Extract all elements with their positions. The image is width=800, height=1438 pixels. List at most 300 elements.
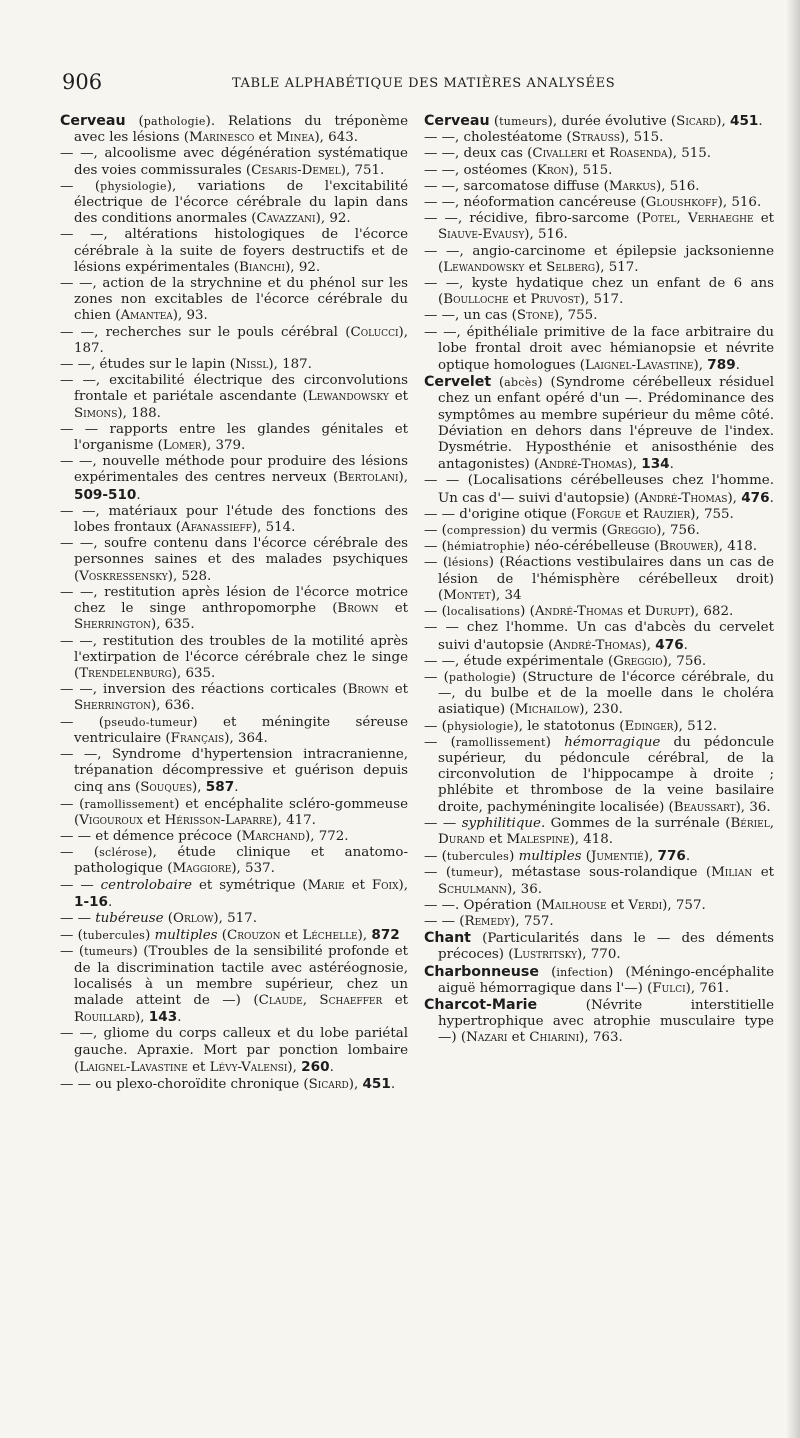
entry-text: ), <box>348 1076 363 1092</box>
index-entry <box>424 507 774 523</box>
entry-text: ) (Réactions vestibulaires dans un cas de lésion de l'hémisphère cérébelleux droit) ( <box>438 555 774 603</box>
author-name: Selberg <box>546 259 596 275</box>
index-entry <box>60 747 408 797</box>
index-entry <box>424 276 774 308</box>
index-entry <box>424 620 774 653</box>
page-reference-bold: 134 <box>641 456 670 473</box>
italic-term: centrolobaire <box>100 877 193 893</box>
subheading: ramollissement <box>84 797 175 811</box>
headword: Charbonneuse <box>424 963 539 980</box>
index-entry <box>60 1076 408 1093</box>
entry-text: ), 770. <box>577 947 621 963</box>
author-name: Beaussart <box>673 799 736 815</box>
entry-text: . <box>735 358 740 374</box>
author-name: Pruvost <box>530 292 580 308</box>
subheading: tumeur <box>451 866 494 880</box>
index-entry <box>60 878 408 911</box>
index-entry <box>424 654 774 670</box>
entry-text: — ( <box>60 928 83 944</box>
page-reference-bold: 872 <box>371 927 400 944</box>
entry-text: — — <box>60 910 96 926</box>
page-reference-bold: 451 <box>730 113 759 129</box>
index-entry <box>60 829 408 845</box>
author-name: Afanassieff <box>181 520 252 536</box>
author-name: Kron <box>536 162 569 178</box>
index-entry <box>424 523 774 539</box>
entry-text: ( <box>581 849 591 865</box>
subheading: lésions <box>448 556 489 570</box>
index-entry <box>424 244 774 276</box>
page-edge-shadow <box>786 0 800 1438</box>
entry-text: ) (Méningo-encéphalite aiguë hémorragique dans l'—) ( <box>438 964 774 996</box>
entry-text: ), 230. <box>579 702 623 718</box>
entry-text: ) et encéphalite scléro-gommeuse ( <box>74 796 409 828</box>
running-title: TABLE ALPHABÉTIQUE DES MATIÈRES ANALYSÉES <box>232 76 616 91</box>
entry-text: , <box>676 211 688 227</box>
entry-text: — ( <box>424 669 449 685</box>
index-entry <box>424 670 774 719</box>
entry-text: et <box>254 130 277 146</box>
entry-text: — ( <box>60 944 85 960</box>
entry-text: . <box>683 637 688 653</box>
index-entry <box>60 325 408 357</box>
entry-text: et <box>587 146 610 162</box>
entry-text: — —, alcoolisme avec dégénération systématique des voies commissurales ( <box>60 146 408 178</box>
author-name: Foix <box>371 877 399 893</box>
index-entry <box>424 195 774 211</box>
entry-text: et <box>524 259 547 275</box>
author-name: Bianchi <box>239 259 286 275</box>
index-entry <box>60 682 408 714</box>
index-entry <box>424 816 774 848</box>
entry-text: ), 515. <box>667 146 712 162</box>
author-name: Trendelenburg <box>79 665 172 681</box>
author-name: Montet <box>443 587 491 603</box>
entry-text: ), 751. <box>340 162 385 178</box>
author-name: Sherrington <box>74 617 152 633</box>
entry-text: . <box>390 1076 396 1092</box>
entry-text: ), métastase sous-rolandique ( <box>493 865 712 881</box>
entry-text: ), <box>192 780 206 796</box>
entry-text: et <box>606 897 629 913</box>
left-column <box>60 113 408 1093</box>
page-reference-bold: 476 <box>741 489 770 506</box>
entry-text: . Gommes de la surrénale ( <box>540 815 731 831</box>
entry-text: ), 763. <box>579 1030 623 1046</box>
entry-text: ) <box>545 734 565 750</box>
entry-text: — —, récidive, fibro-sarcome ( <box>424 211 642 227</box>
entry-text: — ( <box>424 734 456 750</box>
author-name: Greggio <box>613 653 663 669</box>
author-name: Minea <box>276 130 315 146</box>
entry-text: — — et démence précoce ( <box>60 828 242 844</box>
author-name: Malespine <box>506 831 570 847</box>
page-reference-bold: 451 <box>362 1075 391 1092</box>
entry-text: ( <box>125 114 144 129</box>
author-name: Hérisson-Laparre <box>164 812 273 828</box>
subheading: physiologie <box>100 179 167 193</box>
headword: Chant <box>424 930 471 947</box>
entry-text: et <box>344 877 372 893</box>
entry-text: et <box>623 604 645 620</box>
entry-text: ( <box>217 928 227 944</box>
entry-text: — ( <box>424 718 447 734</box>
entry-text: ) et méningite séreuse ventriculaire ( <box>74 714 409 746</box>
entry-text: ), 517. <box>213 910 257 926</box>
entry-text: — ( <box>424 539 447 555</box>
index-entry <box>424 865 774 897</box>
entry-text: — — (Localisations cérébelleuses chez l'homme. Un cas d'— suivi d'autopsie) ( <box>424 473 774 506</box>
entry-text: ), <box>693 358 708 374</box>
author-name: Sherrington <box>74 698 152 714</box>
entry-text: et <box>507 1030 530 1046</box>
index-entry <box>60 373 408 422</box>
author-name: Schulmann <box>438 881 507 897</box>
author-name: Nazari <box>466 1030 508 1046</box>
entry-text: ), 636. <box>151 698 195 714</box>
author-name: Edinger <box>624 718 674 734</box>
entry-text: — —, nouvelle méthode pour produire des lésions expérimentales des centres nerveux ( <box>60 454 408 486</box>
entry-text: et <box>508 292 531 308</box>
index-entry <box>60 113 408 146</box>
headword: Cerveau <box>60 113 126 129</box>
author-name: Laignel-Lavastine <box>79 1059 188 1075</box>
entry-text: ), 379. <box>201 438 246 454</box>
index-entry <box>60 634 408 683</box>
subheading: tumeurs <box>84 945 133 959</box>
italic-term: tubéreuse <box>95 910 164 926</box>
headword: Charcot-Marie <box>424 996 538 1013</box>
author-name: Potel <box>641 211 677 227</box>
index-entry <box>60 585 408 634</box>
author-name: Mailhouse <box>541 897 607 913</box>
author-name: André-Thomas <box>534 604 624 620</box>
entry-text: ), le statotonus ( <box>513 718 625 734</box>
entry-text: et <box>378 601 409 617</box>
entry-text: . <box>136 487 141 503</box>
entry-text: et <box>753 211 775 227</box>
entry-text: ), 515. <box>619 130 664 146</box>
author-name: Lewandowsky <box>307 389 389 405</box>
author-name: André-Thomas <box>553 637 642 653</box>
subheading: compression <box>446 524 521 538</box>
entry-text: — —, angio-carcinome et épilepsie jacksonienne ( <box>424 243 774 275</box>
index-entry <box>60 227 408 276</box>
subheading: localisations <box>446 605 521 619</box>
index-entry <box>424 146 774 162</box>
entry-text: — ( <box>424 865 452 881</box>
entry-text: — — d'origine otique ( <box>424 506 577 522</box>
author-name: Chiarini <box>529 1030 580 1046</box>
entry-text: ). Relations du tréponème avec les lésions ( <box>74 114 409 146</box>
author-name: Claude <box>258 992 303 1008</box>
author-name: Bertolani <box>338 470 399 486</box>
author-name: Stone <box>516 308 554 324</box>
entry-text: ), 516. <box>655 178 700 194</box>
author-name: Simons <box>74 405 118 421</box>
entry-text: ), 756. <box>656 523 700 539</box>
entry-text: ) néo-cérébelleuse ( <box>525 539 660 555</box>
entry-text: ), 418. <box>569 831 614 847</box>
subheading: abcès <box>504 376 538 390</box>
entry-text: . <box>758 114 763 129</box>
author-name: Marie <box>307 877 345 893</box>
entry-text: ), 517. <box>595 259 639 275</box>
entry-text: — ( <box>424 523 447 539</box>
entry-text: ), <box>398 877 408 893</box>
subheading: pseudo-tumeur <box>104 715 193 729</box>
author-name: Crouzon <box>227 928 281 944</box>
italic-term: hémorragique <box>564 734 661 750</box>
headword: Cerveau <box>424 113 490 129</box>
entry-text: ), <box>641 637 656 653</box>
index-entry <box>424 325 774 375</box>
index-entry <box>424 914 774 930</box>
author-name: Bériel <box>730 815 770 831</box>
author-name: Fulci <box>652 980 686 996</box>
entry-text: (Particularités dans le — des déments précoces) ( <box>438 931 774 963</box>
author-name: Strauss <box>571 130 620 146</box>
entry-text: — ( <box>424 604 447 620</box>
right-column <box>424 113 774 1047</box>
entry-text: , <box>769 815 774 831</box>
index-entry <box>424 930 774 963</box>
author-name: André-Thomas <box>639 490 728 506</box>
author-name: Durand <box>438 831 485 847</box>
author-name: Brown <box>337 601 379 617</box>
index-entry <box>424 163 774 179</box>
author-name: Souques <box>140 780 193 796</box>
author-name: Vigouroux <box>79 812 143 828</box>
author-name: Jumentié <box>591 849 644 865</box>
entry-text: — —, épithéliale primitive de la face arbitraire du lobe frontal droit avec hémianopsie et névrite optique homologues ( <box>424 324 774 374</box>
entry-text: — ( <box>424 555 449 571</box>
entry-text: — —, cholestéatome ( <box>424 130 572 146</box>
author-name: Lévy-Valensi <box>209 1059 288 1075</box>
entry-text: — — rapports entre les glandes génitales et l'organisme ( <box>60 421 408 454</box>
italic-term: multiples <box>154 928 218 944</box>
subheading: infection <box>556 965 609 979</box>
author-name: Forgue <box>576 506 622 522</box>
entry-text: et <box>388 389 409 405</box>
entry-text: et <box>621 506 643 522</box>
entry-text: et <box>388 682 409 698</box>
index-entry <box>424 473 774 506</box>
page-reference-bold: 476 <box>655 636 684 653</box>
running-header <box>62 70 762 100</box>
entry-text: — ( <box>60 796 85 812</box>
entry-text: ), 417. <box>272 812 316 828</box>
entry-text: ), <box>398 470 408 486</box>
index-entry <box>424 539 774 555</box>
author-name: Rauzier <box>642 506 691 522</box>
italic-term: multiples <box>518 849 582 865</box>
author-name: Brouwer <box>659 539 714 555</box>
author-name: Nissl <box>234 357 269 373</box>
entry-text: ), <box>727 490 742 506</box>
author-name: André-Thomas <box>539 457 628 473</box>
author-name: Gloushkoff <box>645 195 718 211</box>
page-reference-bold: 260 <box>301 1058 330 1075</box>
page-number: 906 <box>62 70 103 94</box>
entry-text: — —, ostéomes ( <box>424 162 537 178</box>
author-name: Schaeffer <box>319 992 383 1008</box>
entry-text: ), 92. <box>285 259 321 275</box>
index-entry <box>60 1026 408 1076</box>
entry-text: ), 188. <box>117 405 161 421</box>
entry-text: . <box>329 1059 334 1075</box>
page-reference-bold: 143 <box>148 1009 178 1026</box>
entry-text: ), <box>357 928 372 944</box>
entry-text: — —. Opération ( <box>424 897 542 913</box>
index-entry <box>60 276 408 325</box>
entry-text: . <box>177 1010 182 1026</box>
index-entry <box>424 211 774 243</box>
entry-text: ( <box>163 910 174 926</box>
entry-text: ), 643. <box>314 130 358 146</box>
entry-text: et <box>382 992 409 1008</box>
entry-text: . <box>108 894 113 910</box>
entry-text: ), 93. <box>172 308 208 324</box>
author-name: Orlow <box>173 910 214 926</box>
index-entry <box>60 179 408 228</box>
entry-text: — — <box>60 877 101 893</box>
entry-text: ) <box>145 928 155 944</box>
entry-text: . <box>234 780 239 796</box>
index-entry <box>60 797 408 829</box>
entry-text: ), 512. <box>673 718 717 734</box>
entry-text: ), 682. <box>689 604 734 620</box>
entry-text: ), <box>287 1059 302 1075</box>
author-name: Cavazzani <box>256 211 316 227</box>
entry-text: et <box>280 928 303 944</box>
subheading: pathologie <box>448 670 511 684</box>
author-name: Civalleri <box>532 146 588 162</box>
index-entry <box>60 357 408 373</box>
author-name: Verhaeghe <box>687 211 754 227</box>
entry-text: — — ( <box>424 913 465 929</box>
author-name: Remedy <box>464 913 511 929</box>
author-name: Michailow <box>514 702 580 718</box>
entry-text: ), 528. <box>167 568 212 584</box>
subheading: ramollissement <box>455 735 546 749</box>
index-entry <box>60 422 408 454</box>
entry-text: — ( <box>60 714 105 730</box>
entry-text: — —, matériaux pour l'étude des fonctions des lobes frontaux ( <box>60 503 408 536</box>
index-entry <box>424 898 774 914</box>
entry-text: ), 36. <box>735 799 771 815</box>
entry-text: — — <box>424 815 462 831</box>
entry-text: ( <box>489 114 500 129</box>
entry-text: ) (Syndrome cérébelleux résiduel chez un enfant opéré d'un —. Prédominance des symptômes au membre supérieur du même côté. Déviation en dehors dans l'épreuve de l'index. Dysmétrie. Hyposthénie et anisosthénie des antagonistes) ( <box>438 375 774 473</box>
entry-text: — — chez l'homme. Un cas d'abcès du cervelet suivi d'autopsie ( <box>424 620 774 653</box>
entry-text: ), <box>716 114 731 129</box>
entry-text: ) ( <box>520 604 535 620</box>
author-name: Greggio <box>606 523 657 539</box>
author-name: Boulloche <box>443 292 509 308</box>
entry-text: et <box>187 1059 210 1075</box>
entry-text: — —, deux cas ( <box>424 146 533 162</box>
entry-text: ), 34 <box>490 587 522 603</box>
author-name: Lustritsky <box>513 947 578 963</box>
entry-text: ), 36. <box>506 881 542 897</box>
author-name: Lomer <box>162 438 202 454</box>
entry-text: ), 364. <box>224 730 268 746</box>
entry-text: — —, recherches sur le pouls cérébral ( <box>60 324 351 340</box>
entry-text: — —, néoformation cancéreuse ( <box>424 195 646 211</box>
author-name: Maggiore <box>172 861 232 877</box>
index-entry <box>60 536 408 585</box>
entry-text: ), 514. <box>251 520 296 536</box>
entry-text: — —, inversion des réactions corticales ( <box>60 682 348 698</box>
index-entry <box>60 454 408 504</box>
subheading: sclérose <box>99 846 148 860</box>
index-entry <box>424 130 774 146</box>
author-name: Colucci <box>350 324 399 340</box>
entry-text: ) du vermis ( <box>520 523 607 539</box>
author-name: Marinesco <box>188 130 255 146</box>
entry-text: ), 515. <box>568 162 613 178</box>
entry-text: ), 418. <box>713 539 758 555</box>
index-entry <box>60 146 408 178</box>
author-name: Rouillard <box>74 1010 136 1026</box>
subheading: physiologie <box>446 719 514 733</box>
entry-text: ), 187. <box>74 324 408 356</box>
index-entry <box>424 997 774 1047</box>
entry-text: ( <box>491 375 505 391</box>
entry-text: — —, restitution des troubles de la motilité après l'extirpation de l'écorce cérébrale chez le singe ( <box>60 633 408 681</box>
entry-text: ), <box>135 1010 149 1026</box>
author-name: Durupt <box>644 604 690 620</box>
entry-text: ), 772. <box>304 828 349 844</box>
entry-text: — —, gliome du corps calleux et du lobe pariétal gauche. Apraxie. Mort par ponction lombaire ( <box>60 1026 408 1075</box>
author-name: Milian <box>711 865 753 881</box>
page-reference-bold: 509-510 <box>74 486 137 503</box>
entry-text: ), 516. <box>524 227 568 243</box>
entry-text: . <box>769 490 774 506</box>
page-reference-bold: 587 <box>205 779 235 796</box>
entry-text: — —, sarcomatose diffuse ( <box>424 178 609 194</box>
subheading: tubercules <box>82 929 146 943</box>
entry-text: — —, études sur le lapin ( <box>60 357 235 373</box>
entry-text: ), variations de l'excitabilité électrique de l'écorce cérébrale du lapin dans des conditions anormales ( <box>74 178 408 227</box>
entry-text: — ( <box>60 845 100 861</box>
index-entry <box>60 927 408 944</box>
entry-text: ), 755. <box>690 506 734 522</box>
author-name: Sicard <box>676 114 717 129</box>
italic-term: syphilitique <box>461 815 541 831</box>
entry-text: du pédoncule supérieur, du pédoncule cérébral, de la circonvolution de l'hippocampe à droite ; phlébite et thrombose de la veine basilaire droite, pachyméningite localisée) ( <box>438 734 775 815</box>
entry-text: — —, un cas ( <box>424 308 517 324</box>
entry-text: ), <box>627 457 642 473</box>
subheading: hémiatrophie <box>446 540 526 554</box>
author-name: Cesaris-Demel <box>251 162 341 178</box>
author-name: Laignel-Lavastine <box>584 358 694 374</box>
entry-text: ) (Structure de l'écorce cérébrale, du —, du bulbe et de la moelle dans le choléra asiatique) ( <box>438 669 774 718</box>
page-reference-bold: 1-16 <box>74 893 109 910</box>
entry-text: ), 757. <box>510 913 554 929</box>
author-name: Lewandowsky <box>443 259 525 275</box>
entry-text: — ( <box>424 849 447 865</box>
entry-text: ), durée évolutive ( <box>547 114 677 129</box>
index-entry <box>60 944 408 1026</box>
entry-text: , <box>302 992 320 1008</box>
entry-text: — —, kyste hydatique chez un enfant de 6 ans ( <box>424 276 774 308</box>
entry-text: — ( <box>60 178 101 194</box>
author-name: Siauve-Evausy <box>438 227 525 243</box>
index-entry <box>424 964 774 997</box>
entry-text: ), 537. <box>231 861 275 877</box>
